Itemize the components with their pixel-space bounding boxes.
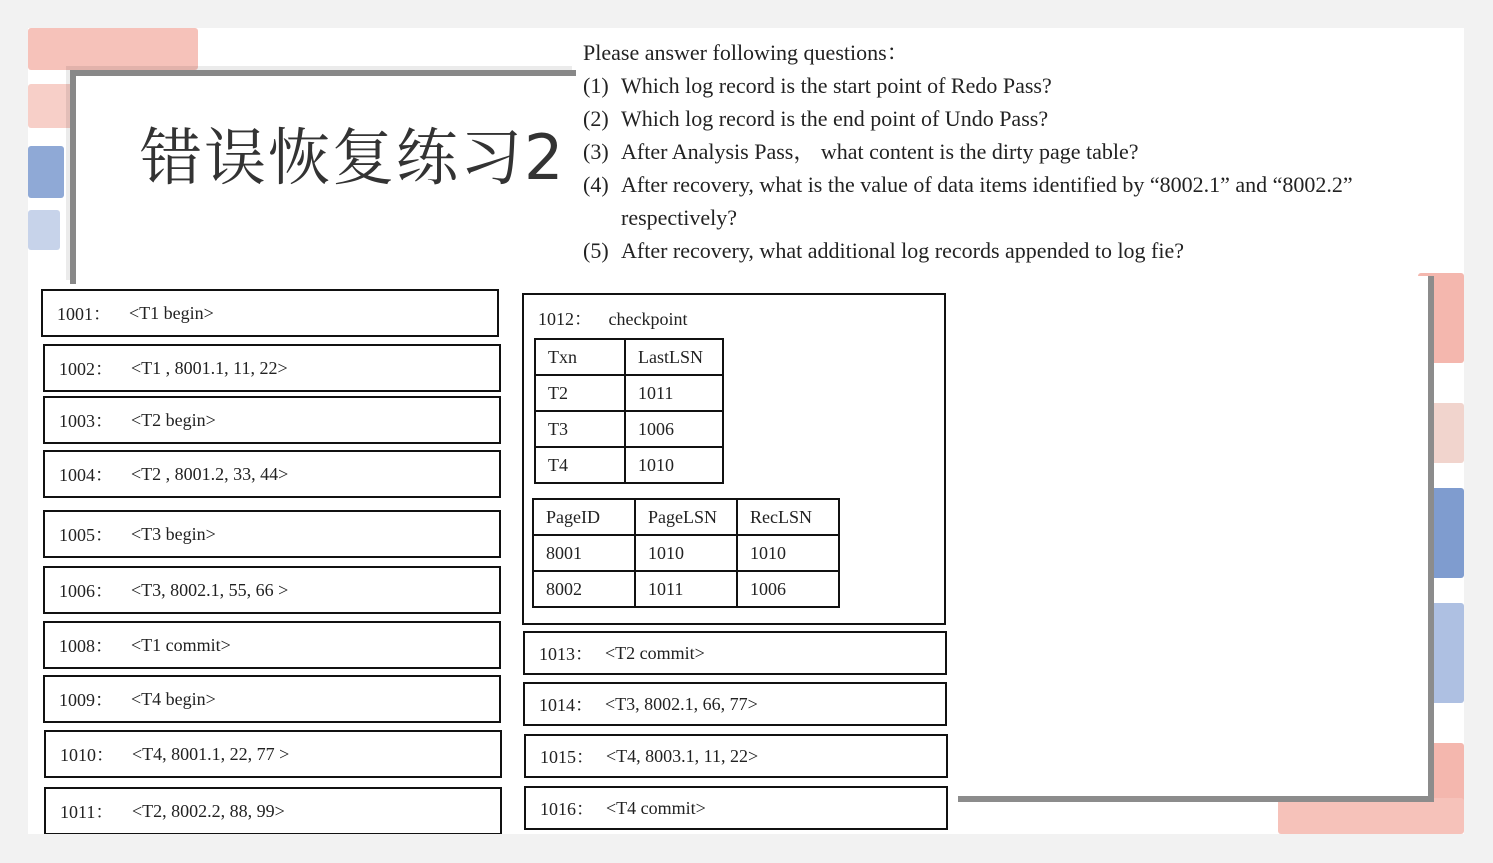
table-header-row [535, 339, 723, 375]
question-item [583, 102, 1463, 135]
table-cell: 1011 [635, 571, 737, 607]
log-text: <T2 , 8001.2, 33, 44> [131, 463, 289, 484]
questions-intro: Please answer following questions： [583, 40, 909, 65]
table-cell: T4 [535, 447, 625, 483]
table-header-cell: Txn [535, 339, 625, 375]
question-item [583, 135, 1463, 168]
question-number: (4) [583, 172, 609, 197]
log-record [524, 786, 948, 830]
table-cell: 1010 [737, 535, 839, 571]
question-item [583, 69, 1463, 102]
log-record [523, 631, 947, 675]
log-record [43, 396, 501, 444]
table-cell: T2 [535, 375, 625, 411]
log-text: <T2 begin> [131, 409, 216, 430]
question-number: (1) [583, 73, 609, 98]
dirty-page-table [532, 498, 840, 608]
table-cell: 1006 [737, 571, 839, 607]
table-header-row [533, 499, 839, 535]
question-text: After recovery, what additional log records appended to log fie? [621, 238, 1185, 263]
log-record [44, 787, 502, 834]
log-lsn: 1004： [59, 465, 113, 485]
table-row [533, 535, 839, 571]
log-lsn: 1008： [59, 636, 113, 656]
log-record [43, 675, 501, 723]
table-header-cell: LastLSN [625, 339, 723, 375]
log-text: <T4 commit> [606, 797, 706, 818]
log-record [523, 682, 947, 726]
question-text: After Analysis Pass， what content is the dirty page table? [621, 139, 1139, 164]
table-header-cell: PageID [533, 499, 635, 535]
slide [28, 28, 1464, 834]
log-lsn: 1005： [59, 525, 113, 545]
log-lsn: 1002： [59, 359, 113, 379]
page-title: 错误恢复练习2 [140, 121, 566, 194]
question-text: Which log record is the end point of Undo Pass? [621, 106, 1049, 131]
log-lsn: 1009： [59, 690, 113, 710]
checkpoint-record [522, 293, 946, 625]
log-lsn: 1001： [57, 304, 111, 324]
log-record [524, 734, 948, 778]
table-header-cell: RecLSN [737, 499, 839, 535]
transaction-table [534, 338, 724, 484]
table-row [535, 375, 723, 411]
log-text: <T1 begin> [129, 302, 214, 323]
log-record [43, 566, 501, 614]
log-lsn: 1003： [59, 411, 113, 431]
log-record [43, 450, 501, 498]
questions-block [583, 36, 1463, 267]
question-number: (5) [583, 238, 609, 263]
log-record [41, 289, 499, 337]
log-text: <T4, 8001.1, 22, 77 > [132, 743, 290, 764]
checkpoint-text: checkpoint [608, 309, 688, 329]
question-item [583, 168, 1463, 201]
log-lsn: 1014： [539, 695, 593, 715]
checkpoint-label [538, 305, 687, 331]
table-row [533, 571, 839, 607]
log-text: <T4 begin> [131, 688, 216, 709]
log-record [43, 344, 501, 392]
log-text: <T4, 8003.1, 11, 22> [606, 745, 759, 766]
question-text: Which log record is the start point of Redo Pass? [621, 73, 1052, 98]
table-cell: 8002 [533, 571, 635, 607]
question-number: (2) [583, 106, 609, 131]
log-text: <T3, 8002.1, 66, 77> [605, 693, 758, 714]
log-lsn: 1010： [60, 745, 114, 765]
question-number: (3) [583, 139, 609, 164]
table-row [535, 447, 723, 483]
question-item [583, 234, 1463, 267]
table-header-cell: PageLSN [635, 499, 737, 535]
table-cell: 8001 [533, 535, 635, 571]
log-lsn: 1013： [539, 644, 593, 664]
log-text: <T3, 8002.1, 55, 66 > [131, 579, 289, 600]
log-lsn: 1011： [60, 802, 114, 822]
question-continuation: respectively? [621, 205, 738, 230]
log-text: <T2, 8002.2, 88, 99> [132, 800, 285, 821]
log-text: <T2 commit> [605, 642, 705, 663]
table-cell: 1011 [625, 375, 723, 411]
log-text: <T3 begin> [131, 523, 216, 544]
log-lsn: 1016： [540, 799, 594, 819]
question-text: After recovery, what is the value of data items identified by “8002.1” and “8002.2” [621, 172, 1353, 197]
log-lsn: 1006： [59, 581, 113, 601]
log-text: <T1 commit> [131, 634, 231, 655]
log-lsn: 1015： [540, 747, 594, 767]
log-record [43, 621, 501, 669]
log-text: <T1 , 8001.1, 11, 22> [131, 357, 288, 378]
checkpoint-lsn: 1012： [538, 309, 592, 329]
table-cell: 1006 [625, 411, 723, 447]
right-card [958, 276, 1434, 802]
log-record [44, 730, 502, 778]
log-record [43, 510, 501, 558]
table-cell: 1010 [625, 447, 723, 483]
table-row [535, 411, 723, 447]
table-cell: 1010 [635, 535, 737, 571]
table-cell: T3 [535, 411, 625, 447]
